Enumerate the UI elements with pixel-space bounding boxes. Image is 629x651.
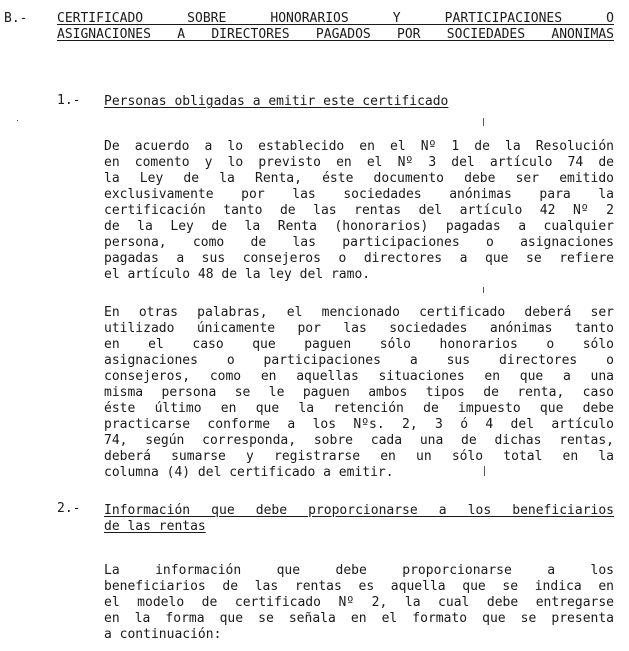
paragraph-line: De acuerdo a lo establecido en el Nº 1 de la Resolución [104, 139, 614, 154]
item2-paragraph [104, 563, 614, 643]
paragraph-line: en comento y lo previsto en el Nº 3 del artículo 74 de [104, 155, 614, 170]
paragraph-line: utilizado únicamente por las sociedades anónimas tanto [104, 321, 614, 336]
paragraph-line: La información que debe proporcionarse a los [104, 563, 614, 578]
item1-paragraph-2 [104, 305, 614, 481]
scan-speck [17, 120, 18, 121]
item1-heading: Personas obligadas a emitir este certificado [104, 94, 449, 109]
scan-speck [483, 118, 484, 126]
item2-heading-line: Información que debe proporcionarse a los beneficiarios [104, 503, 614, 518]
paragraph-line: éste último en que la retención de impuesto que debe [104, 401, 614, 416]
paragraph-line: 74, según corresponda, sobre cada una de dichas rentas, [104, 433, 614, 448]
paragraph-line: a continuación: [104, 627, 222, 642]
section-title-line: ASIGNACIONES A DIRECTORES PAGADOS POR SOCIEDADES ANONIMAS [57, 27, 614, 42]
paragraph-line: pagadas a sus consejeros o directores a que se refiere [104, 251, 614, 266]
scan-speck [483, 287, 484, 293]
paragraph-line: En otras palabras, el mencionado certificado deberá ser [104, 305, 614, 320]
section-marker: B.- [4, 11, 28, 26]
scan-speck [484, 466, 485, 476]
paragraph-line: persona, como de las participaciones o asignaciones [104, 235, 614, 250]
item1-paragraph-1 [104, 139, 614, 283]
paragraph-line: practicarse conforme a los Nºs. 2, 3 ó 4 del artículo [104, 417, 614, 432]
paragraph-line: en la forma que se señala en el formato que se presenta [104, 611, 614, 626]
paragraph-line: exclusivamente por las sociedades anónimas para la [104, 187, 614, 202]
paragraph-line: misma persona se le paguen ambos tipos de renta, caso [104, 385, 614, 400]
item2-marker: 2.- [57, 501, 81, 516]
section-title [57, 11, 614, 43]
paragraph-line: asignaciones o participaciones a sus directores o [104, 353, 614, 368]
paragraph-line: beneficiarios de las rentas es aquella que se indica en [104, 579, 614, 594]
paragraph-line: el artículo 48 de la ley del ramo. [104, 267, 371, 282]
paragraph-line: el modelo de certificado Nº 2, la cual debe entregarse [104, 595, 614, 610]
paragraph-line: en el caso que paguen sólo honorarios o sólo [104, 337, 614, 352]
paragraph-line: deberá sumarse y registrarse en un sólo total en la [104, 449, 614, 464]
paragraph-line: certificación tanto de las rentas del artículo 42 Nº 2 [104, 203, 614, 218]
paragraph-line: la Ley de la Renta, éste documento debe ser emitido [104, 171, 614, 186]
paragraph-line: consejeros, como en aquellas situaciones en que a una [104, 369, 614, 384]
item1-marker: 1.- [57, 93, 81, 108]
paragraph-line: columna (4) del certificado a emitir. [104, 465, 394, 480]
paragraph-line: de la Ley de la Renta (honorarios) pagadas a cualquier [104, 219, 614, 234]
item2-heading [104, 503, 614, 535]
item2-heading-line: de las rentas [104, 519, 206, 534]
section-title-line: CERTIFICADO SOBRE HONORARIOS Y PARTICIPACIONES O [57, 11, 614, 26]
